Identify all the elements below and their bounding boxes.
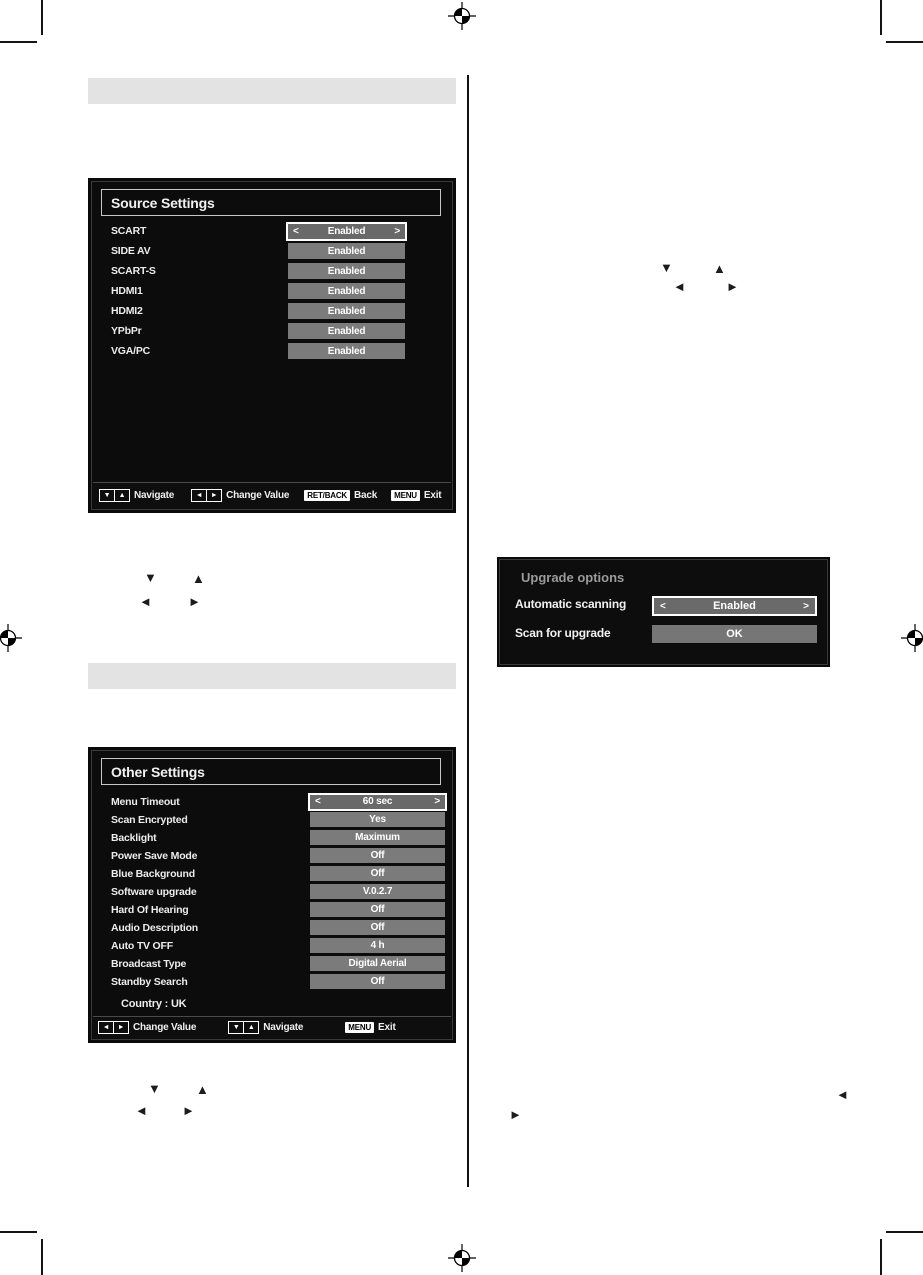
setting-label: Software upgrade — [111, 885, 197, 898]
chevron-right-icon: > — [803, 600, 809, 612]
inline-right-arrow-icon: ► — [726, 279, 739, 294]
setting-label: Backlight — [111, 831, 157, 844]
setting-label: Menu Timeout — [111, 795, 180, 808]
help-exit — [345, 1022, 395, 1033]
help-navigate — [228, 1021, 303, 1034]
inline-left-arrow-icon: ◄ — [139, 594, 152, 609]
setting-label: VGA/PC — [111, 345, 151, 357]
menu-row — [91, 243, 453, 259]
help-navigate — [99, 489, 174, 502]
menu-row — [91, 920, 453, 935]
help-exit — [391, 490, 441, 501]
help-label: Exit — [378, 1022, 396, 1033]
upgrade-options-screenshot — [497, 557, 830, 667]
menu-row — [91, 830, 453, 845]
setting-value: Off — [310, 974, 445, 989]
setting-value-selected — [652, 596, 817, 616]
help-label: Back — [354, 490, 378, 501]
setting-value-text: Enabled — [713, 600, 756, 612]
crop-mark — [0, 41, 37, 43]
setting-value: 4 h — [310, 938, 445, 953]
setting-value: V.0.2.7 — [310, 884, 445, 899]
up-arrow-key-icon: ▲ — [114, 489, 130, 502]
setting-value: Digital Aerial — [310, 956, 445, 971]
setting-label: SCART-S — [111, 265, 156, 277]
chevron-left-icon: < — [293, 225, 299, 237]
right-arrow-key-icon: ► — [113, 1021, 129, 1034]
crop-mark — [0, 1231, 37, 1233]
setting-label: Power Save Mode — [111, 849, 198, 862]
inline-up-arrow-icon: ▲ — [196, 1082, 209, 1097]
inline-down-arrow-icon: ▼ — [144, 570, 157, 585]
menu-row — [91, 866, 453, 881]
registration-mark-icon — [0, 624, 22, 652]
ret-back-key-icon: RET/BACK — [304, 490, 350, 501]
help-label: Navigate — [263, 1022, 304, 1033]
setting-value-selected — [308, 793, 447, 811]
menu-title: Other Settings — [111, 763, 205, 780]
help-label: Change Value — [226, 490, 290, 501]
setting-value: Enabled — [288, 283, 405, 299]
setting-label: Audio Description — [111, 921, 199, 934]
help-bar — [93, 482, 451, 508]
menu-title-box — [101, 758, 441, 785]
setting-label: Standby Search — [111, 975, 188, 988]
help-change-value — [191, 489, 289, 502]
registration-mark-icon — [448, 1244, 476, 1272]
help-bar — [93, 1016, 451, 1038]
menu-row — [91, 263, 453, 279]
menu-row — [91, 303, 453, 319]
setting-label: Blue Background — [111, 867, 195, 880]
setting-value-text: 60 sec — [362, 796, 393, 807]
help-label: Change Value — [133, 1022, 197, 1033]
section-heading-bar — [88, 663, 456, 689]
country-note: Country : UK — [121, 998, 187, 1010]
setting-label: HDMI2 — [111, 305, 143, 317]
source-settings-screenshot — [88, 178, 456, 513]
setting-value-selected — [286, 222, 407, 241]
left-arrow-key-icon: ◄ — [191, 489, 207, 502]
setting-value: Enabled — [288, 263, 405, 279]
help-back — [304, 490, 377, 501]
column-divider — [467, 75, 469, 1187]
section-heading-bar — [88, 78, 456, 104]
other-settings-screenshot — [88, 747, 456, 1043]
down-arrow-key-icon: ▼ — [228, 1021, 244, 1034]
setting-label: SCART — [111, 225, 147, 237]
setting-value: Enabled — [288, 343, 405, 359]
inline-up-arrow-icon: ▲ — [192, 571, 205, 586]
crop-mark — [886, 41, 923, 43]
setting-value: Off — [310, 920, 445, 935]
right-arrow-key-icon: ► — [206, 489, 222, 502]
chevron-left-icon: < — [315, 796, 321, 807]
down-arrow-key-icon: ▼ — [99, 489, 115, 502]
setting-label: Hard Of Hearing — [111, 903, 189, 916]
inline-left-arrow-icon: ◄ — [836, 1087, 849, 1102]
setting-label: Broadcast Type — [111, 957, 187, 970]
help-label: Exit — [423, 490, 442, 501]
crop-mark — [880, 0, 882, 35]
inline-right-arrow-icon: ► — [509, 1107, 522, 1122]
setting-label: Scan Encrypted — [111, 813, 188, 826]
chevron-right-icon: > — [434, 796, 440, 807]
inline-up-arrow-icon: ▲ — [713, 261, 726, 276]
menu-row — [91, 283, 453, 299]
crop-mark — [886, 1231, 923, 1233]
setting-label: SIDE AV — [111, 245, 151, 257]
menu-row — [91, 956, 453, 971]
dialog-title: Upgrade options — [521, 570, 625, 585]
setting-value: Enabled — [288, 323, 405, 339]
help-label: Navigate — [134, 490, 175, 501]
inline-right-arrow-icon: ► — [188, 594, 201, 609]
registration-mark-icon — [901, 624, 923, 652]
menu-row — [91, 223, 453, 239]
inline-right-arrow-icon: ► — [182, 1103, 195, 1118]
crop-mark — [41, 0, 43, 35]
setting-label: HDMI1 — [111, 285, 143, 297]
menu-row — [91, 938, 453, 953]
setting-value: Off — [310, 866, 445, 881]
left-arrow-key-icon: ◄ — [98, 1021, 114, 1034]
menu-row — [91, 884, 453, 899]
chevron-right-icon: > — [394, 225, 400, 237]
setting-value: Enabled — [288, 303, 405, 319]
ok-button: OK — [652, 625, 817, 643]
menu-row — [91, 848, 453, 863]
crop-mark — [41, 1239, 43, 1275]
setting-label: YPbPr — [111, 325, 142, 337]
menu-key-icon: MENU — [345, 1022, 374, 1033]
help-change-value — [98, 1021, 196, 1034]
registration-mark-icon — [448, 2, 476, 30]
setting-label: Scan for upgrade — [515, 626, 611, 640]
menu-row — [91, 812, 453, 827]
menu-key-icon: MENU — [391, 490, 420, 501]
menu-row — [91, 902, 453, 917]
inline-down-arrow-icon: ▼ — [660, 260, 673, 275]
up-arrow-key-icon: ▲ — [243, 1021, 259, 1034]
inline-left-arrow-icon: ◄ — [135, 1103, 148, 1118]
menu-row — [91, 794, 453, 809]
menu-title-box — [101, 189, 441, 216]
inline-down-arrow-icon: ▼ — [148, 1081, 161, 1096]
menu-row — [91, 323, 453, 339]
menu-row — [91, 974, 453, 989]
setting-label: Auto TV OFF — [111, 939, 173, 952]
setting-value-text: Enabled — [327, 225, 366, 237]
setting-label: Automatic scanning — [515, 597, 627, 611]
setting-value: Off — [310, 848, 445, 863]
menu-title: Source Settings — [111, 194, 215, 211]
inline-left-arrow-icon: ◄ — [673, 279, 686, 294]
setting-value: Off — [310, 902, 445, 917]
menu-row — [91, 343, 453, 359]
setting-value: Yes — [310, 812, 445, 827]
setting-value: Enabled — [288, 243, 405, 259]
chevron-left-icon: < — [660, 600, 666, 612]
crop-mark — [880, 1239, 882, 1275]
setting-value: Maximum — [310, 830, 445, 845]
